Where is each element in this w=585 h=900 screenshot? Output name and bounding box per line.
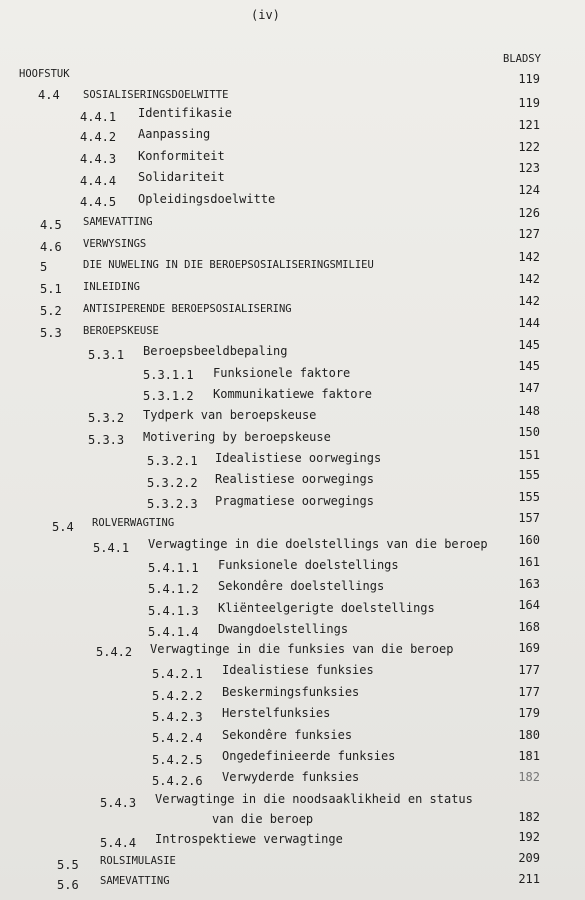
- toc-title: ROLSIMULASIE: [100, 855, 176, 867]
- toc-page-ref: 148: [518, 404, 540, 418]
- toc-page-ref: 145: [518, 359, 540, 373]
- toc-number: 4.4.3: [80, 152, 117, 166]
- toc-number: 5.4.4: [100, 836, 137, 850]
- toc-number: 5.1: [40, 282, 62, 296]
- toc-page-ref: 122: [518, 140, 540, 154]
- toc-page-ref: 145: [518, 338, 540, 352]
- toc-page-ref: 211: [518, 872, 540, 886]
- toc-number: 5.4.2: [96, 645, 133, 659]
- toc-title: Solidariteit: [138, 170, 225, 184]
- toc-number: 5.6: [57, 878, 79, 892]
- toc-title: Aanpassing: [138, 127, 211, 141]
- toc-number: 5.4.1.4: [148, 625, 199, 639]
- toc-title: Beskermingsfunksies: [222, 685, 360, 699]
- toc-number: 5.4.1: [93, 541, 130, 555]
- toc-page-ref: 209: [518, 851, 540, 865]
- toc-page-ref: 155: [518, 468, 540, 482]
- toc-page-ref: 147: [518, 381, 540, 395]
- toc-title: Opleidingsdoelwitte: [138, 192, 276, 206]
- toc-title: SOSIALISERINGSDOELWITTE: [83, 89, 229, 101]
- toc-number: 5: [40, 260, 48, 274]
- toc-number: 4.4.2: [80, 130, 117, 144]
- toc-title: Pragmatiese oorwegings: [215, 494, 374, 508]
- toc-title: Kommunikatiewe faktore: [213, 387, 372, 401]
- toc-title: Idealistiese oorwegings: [215, 451, 382, 465]
- toc-title: Tydperk van beroepskeuse: [143, 408, 317, 422]
- toc-number: 5.4.1.1: [148, 561, 199, 575]
- toc-title: Funksionele faktore: [213, 366, 351, 380]
- toc-title: Herstelfunksies: [222, 706, 331, 720]
- toc-number: 5.3: [40, 326, 62, 340]
- toc-page-ref: 161: [518, 555, 540, 569]
- toc-page-ref: 164: [518, 598, 540, 612]
- header-bladsy: BLADSY: [503, 53, 541, 65]
- toc-title: ROLVERWAGTING: [92, 517, 175, 529]
- toc-title: INLEIDING: [83, 281, 140, 293]
- toc-number: 5.4.2.2: [152, 689, 203, 703]
- toc-page-ref: 168: [518, 620, 540, 634]
- toc-number: 4.4: [38, 88, 60, 102]
- toc-page-ref: 157: [518, 511, 540, 525]
- toc-page-ref: 169: [518, 641, 540, 655]
- toc-title-continuation: van die beroep: [212, 812, 314, 826]
- toc-number: 5.3.1: [88, 348, 125, 362]
- toc-number: 5.2: [40, 304, 62, 318]
- toc-title: Kliënteelgerigte doelstellings: [218, 601, 435, 615]
- toc-title: Verwyderde funksies: [222, 770, 360, 784]
- toc-page-ref: 177: [518, 685, 540, 699]
- toc-number: 5.3.2.2: [147, 476, 198, 490]
- toc-page-ref: 155: [518, 490, 540, 504]
- toc-number: 5.3.1.2: [143, 389, 194, 403]
- toc-title: Sekondêre doelstellings: [218, 579, 385, 593]
- toc-number: 5.4.2.4: [152, 731, 203, 745]
- toc-page-ref: 142: [518, 272, 540, 286]
- toc-number: 5.4.3: [100, 796, 137, 810]
- toc-title: Konformiteit: [138, 149, 225, 163]
- toc-title: Idealistiese funksies: [222, 663, 374, 677]
- toc-number: 5.4.2.3: [152, 710, 203, 724]
- toc-number: 5.4.2.1: [152, 667, 203, 681]
- toc-page-ref: 179: [518, 706, 540, 720]
- toc-number: 5.3.2: [88, 411, 125, 425]
- toc-number: 4.4.1: [80, 110, 117, 124]
- toc-page-ref: 119: [518, 96, 540, 110]
- toc-title: Ongedefinieerde funksies: [222, 749, 396, 763]
- toc-title: SAMEVATTING: [100, 875, 170, 887]
- toc-page-ref: 151: [518, 448, 540, 462]
- toc-page-ref: 182: [518, 770, 540, 784]
- toc-number: 5.3.2.3: [147, 497, 198, 511]
- toc-title: Identifikasie: [138, 106, 232, 120]
- toc-page-ref: 182: [518, 810, 540, 824]
- header-hoofstuk: HOOFSTUK: [19, 68, 70, 80]
- toc-title: Realistiese oorwegings: [215, 472, 374, 486]
- toc-number: 5.4.2.5: [152, 753, 203, 767]
- toc-page-ref: 126: [518, 206, 540, 220]
- toc-page-ref: 127: [518, 227, 540, 241]
- toc-page-ref: 192: [518, 830, 540, 844]
- toc-page-ref: 163: [518, 577, 540, 591]
- toc-page-ref: 124: [518, 183, 540, 197]
- toc-title: ANTISIPERENDE BEROEPSOSIALISERING: [83, 303, 292, 315]
- toc-title: DIE NUWELING IN DIE BEROEPSOSIALISERINGSMILIEU: [83, 259, 374, 271]
- toc-page-ref: 180: [518, 728, 540, 742]
- toc-title: Sekondêre funksies: [222, 728, 353, 742]
- toc-page-ref: 150: [518, 425, 540, 439]
- toc-page-ref: 144: [518, 316, 540, 330]
- toc-title: Verwagtinge in die doelstellings van die beroep: [148, 537, 488, 551]
- toc-number: 5.4: [52, 520, 74, 534]
- toc-page-ref: 142: [518, 250, 540, 264]
- toc-page-ref: 121: [518, 118, 540, 132]
- toc-title: VERWYSINGS: [83, 238, 147, 250]
- toc-page-ref: 142: [518, 294, 540, 308]
- toc-number: 5.3.1.1: [143, 368, 194, 382]
- toc-page-ref: 123: [518, 161, 540, 175]
- toc-page-ref: 119: [518, 72, 540, 86]
- toc-number: 5.5: [57, 858, 79, 872]
- toc-page-ref: 160: [518, 533, 540, 547]
- toc-title: BEROEPSKEUSE: [83, 325, 159, 337]
- toc-number: 5.4.1.2: [148, 582, 199, 596]
- toc-title: Beroepsbeeldbepaling: [143, 344, 288, 358]
- toc-title: Verwagtinge in die funksies van die beroep: [150, 642, 454, 656]
- toc-number: 4.4.5: [80, 195, 117, 209]
- toc-number: 4.4.4: [80, 174, 117, 188]
- toc-number: 5.4.2.6: [152, 774, 203, 788]
- toc-title: Dwangdoelstellings: [218, 622, 349, 636]
- toc-title: Funksionele doelstellings: [218, 558, 399, 572]
- toc-number: 4.6: [40, 240, 62, 254]
- toc-title: Introspektiewe verwagtinge: [155, 832, 343, 846]
- toc-page-ref: 181: [518, 749, 540, 763]
- toc-number: 5.3.2.1: [147, 454, 198, 468]
- toc-title: Motivering by beroepskeuse: [143, 430, 331, 444]
- toc-title: Verwagtinge in die noodsaaklikheid en status: [155, 792, 473, 806]
- toc-number: 5.4.1.3: [148, 604, 199, 618]
- page-number: (iv): [251, 8, 280, 22]
- toc-number: 5.3.3: [88, 433, 125, 447]
- toc-title: SAMEVATTING: [83, 216, 153, 228]
- toc-page-ref: 177: [518, 663, 540, 677]
- toc-number: 4.5: [40, 218, 62, 232]
